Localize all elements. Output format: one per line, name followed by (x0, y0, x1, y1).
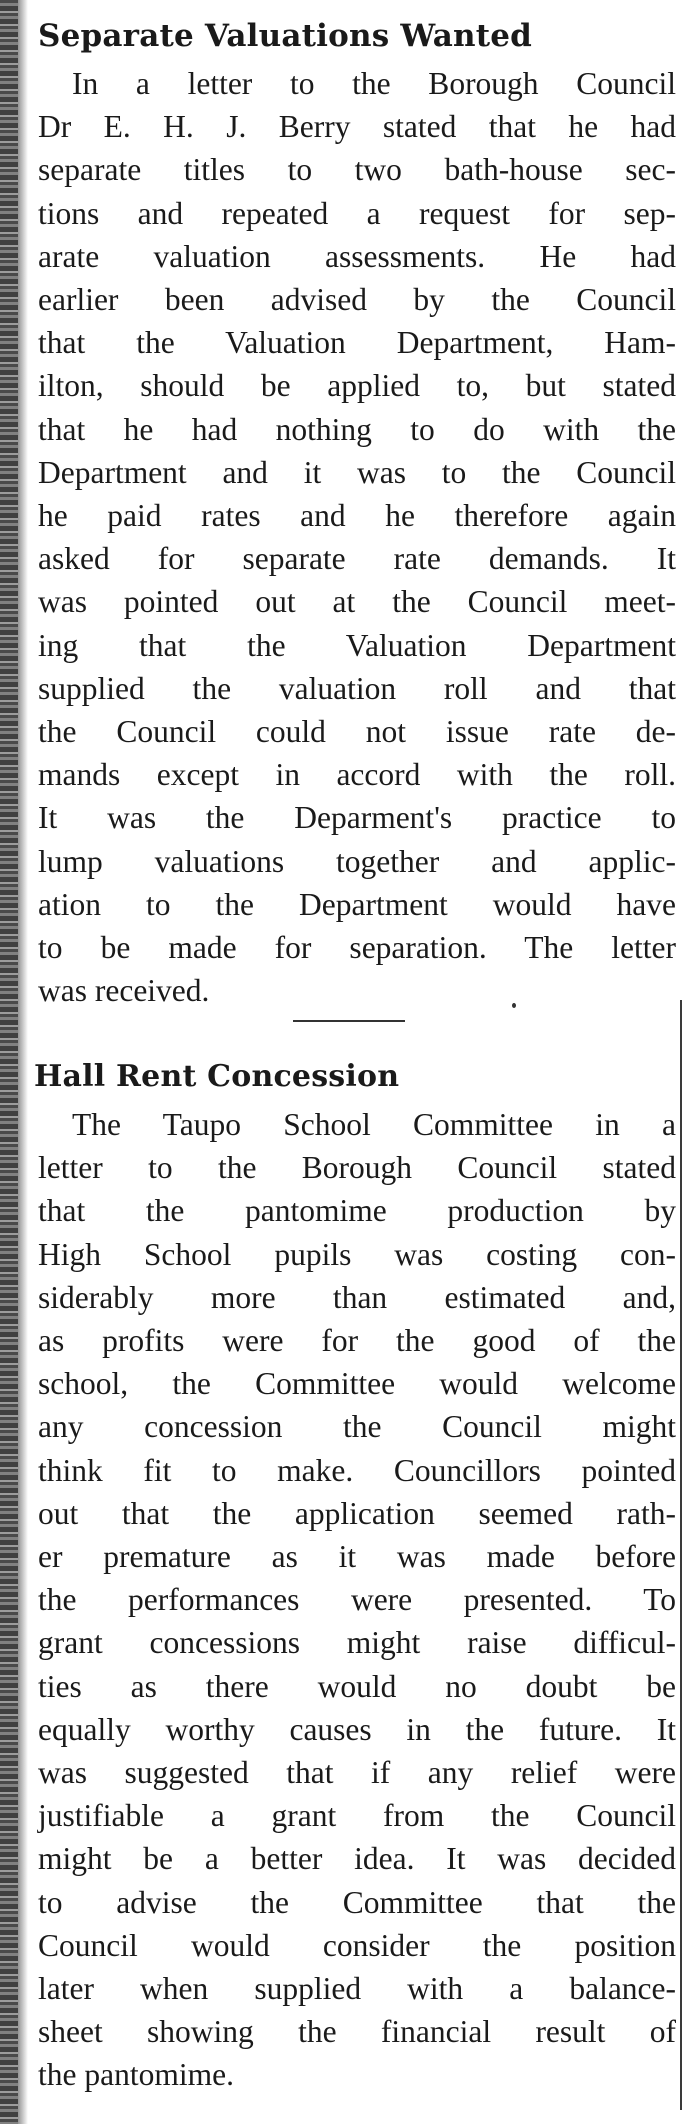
body-line: that the pantomime production by (38, 1193, 676, 1229)
body-line: to advise the Committee that the (38, 1884, 676, 1920)
body-line: was suggested that if any relief were (38, 1755, 676, 1791)
body-line: In a letter to the Borough Council (72, 66, 676, 101)
body-line: as profits were for the good of the (38, 1323, 676, 1359)
body-line: sheet showing the financial result of (38, 2014, 676, 2050)
body-line: the Council could not issue rate de- (38, 714, 676, 750)
body-line: to be made for separation. The letter (38, 930, 676, 966)
column-rule (680, 1000, 682, 2110)
body-line: supplied the valuation roll and that (38, 670, 676, 706)
article-hall-rent-concession (34, 1055, 676, 2097)
body-line: ation to the Department would have (38, 886, 676, 922)
body-line: out that the application seemed rath- (38, 1495, 676, 1531)
print-speck (512, 1003, 516, 1008)
body-line: that the Valuation Department, Ham- (38, 325, 676, 361)
article-divider (293, 1020, 405, 1022)
body-line: It was the Deparment's practice to (38, 800, 676, 836)
body-line: mands except in accord with the roll. (38, 757, 676, 793)
body-line: separate titles to two bath-house sec- (38, 152, 676, 188)
body-line: High School pupils was costing con- (38, 1236, 676, 1272)
body-line: siderably more than estimated and, (38, 1279, 676, 1315)
body-line: any concession the Council might (38, 1409, 676, 1445)
body-line: equally worthy causes in the future. It (38, 1711, 676, 1747)
body-line: arate valuation assessments. He had (38, 238, 676, 274)
body-line: that he had nothing to do with the (38, 411, 676, 447)
body-line: Council would consider the position (38, 1927, 676, 1963)
body-line: Department and it was to the Council (38, 454, 676, 490)
article-headline: Separate Valuations Wanted (38, 18, 533, 54)
body-line: school, the Committee would welcome (38, 1366, 676, 1402)
scan-edge-fade (18, 0, 28, 2124)
body-line: The Taupo School Committee in a (72, 1107, 676, 1142)
body-line: letter to the Borough Council stated (38, 1150, 676, 1186)
body-line: Dr E. H. J. Berry stated that he had (38, 109, 676, 145)
article-headline: Hall Rent Concession (34, 1059, 400, 1094)
body-line: later when supplied with a balance- (38, 1971, 676, 2007)
article-body (38, 62, 676, 1012)
body-line: tions and repeated a request for sep- (38, 195, 676, 231)
body-line: think fit to make. Councillors pointed (38, 1452, 676, 1488)
body-line: was pointed out at the Council meet- (38, 584, 676, 620)
body-line: was received. (38, 973, 210, 1009)
body-line: the performances were presented. To (38, 1582, 676, 1618)
body-line: justifiable a grant from the Council (38, 1798, 676, 1834)
body-line: ties as there would no doubt be (38, 1668, 676, 1704)
article-separate-valuations (38, 14, 676, 1012)
article-body (38, 1103, 676, 2097)
body-line: lump valuations together and applic- (38, 843, 676, 879)
body-line: er premature as it was made before (38, 1539, 676, 1575)
body-line: might be a better idea. It was decided (38, 1841, 676, 1877)
body-line: asked for separate rate demands. It (38, 541, 676, 577)
body-line: the pantomime. (38, 2057, 234, 2093)
body-line: ilton, should be applied to, but stated (38, 368, 676, 404)
body-line: earlier been advised by the Council (38, 282, 676, 318)
body-line: ing that the Valuation Department (38, 627, 676, 663)
scan-edge-shadow (0, 0, 18, 2124)
body-line: grant concessions might raise difficul- (38, 1625, 676, 1661)
body-line: he paid rates and he therefore again (38, 498, 676, 534)
